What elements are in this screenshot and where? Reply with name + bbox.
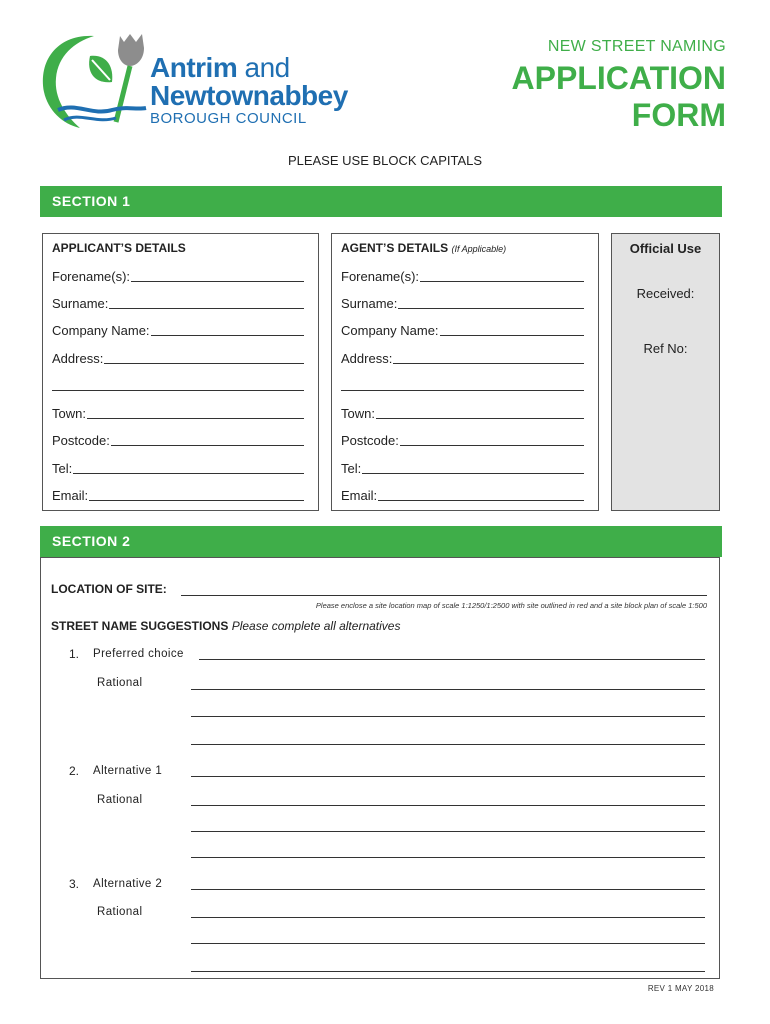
agent-address-field[interactable]: Address: bbox=[341, 350, 584, 366]
preferred-choice-field[interactable] bbox=[199, 659, 705, 660]
rational-2-line2[interactable] bbox=[191, 831, 705, 832]
rational-2-line1[interactable] bbox=[191, 805, 705, 806]
location-of-site-label: LOCATION OF SITE: bbox=[51, 582, 167, 596]
rational-2-label: Rational bbox=[97, 794, 143, 806]
agent-surname-field[interactable]: Surname: bbox=[341, 295, 584, 311]
official-ref-label: Ref No: bbox=[643, 341, 688, 356]
suggestion-1-number: 1. bbox=[69, 647, 80, 661]
applicant-details-title: APPLICANT’S DETAILS bbox=[52, 241, 186, 255]
agent-company-field[interactable]: Company Name: bbox=[341, 322, 584, 338]
street-name-box bbox=[40, 557, 720, 979]
leaf-logo-icon bbox=[36, 30, 156, 130]
logo-text-line1: Antrim and bbox=[150, 52, 290, 83]
preferred-choice-label: Preferred choice bbox=[93, 648, 184, 660]
rational-3-label: Rational bbox=[97, 906, 143, 918]
suggestion-3-number: 3. bbox=[69, 877, 80, 891]
applicant-town-field[interactable]: Town: bbox=[52, 405, 304, 421]
applicant-surname-field[interactable]: Surname: bbox=[52, 295, 304, 311]
applicant-address-line2-field[interactable] bbox=[52, 377, 304, 393]
applicant-details-box bbox=[42, 233, 319, 511]
agent-town-field[interactable]: Town: bbox=[341, 405, 584, 421]
alternative-1-field[interactable] bbox=[191, 776, 705, 777]
form-title-line1: APPLICATION bbox=[511, 60, 726, 96]
official-use-box bbox=[611, 233, 720, 511]
alternative-2-label: Alternative 2 bbox=[93, 878, 163, 890]
applicant-email-field[interactable]: Email: bbox=[52, 487, 304, 503]
location-map-note: Please enclose a site location map of scale 1:1250/1:2500 with site outlined in red and a site block plan of scale 1:500 bbox=[315, 601, 707, 610]
block-capitals-instruction: PLEASE USE BLOCK CAPITALS bbox=[287, 153, 483, 168]
applicant-company-field[interactable]: Company Name: bbox=[52, 322, 304, 338]
alternative-2-field[interactable] bbox=[191, 889, 705, 890]
official-received-label: Received: bbox=[636, 286, 695, 301]
rational-2-line3[interactable] bbox=[191, 857, 705, 858]
rational-1-line3[interactable] bbox=[191, 744, 705, 745]
logo-text-line3: BOROUGH COUNCIL bbox=[150, 110, 307, 127]
agent-address-line2-field[interactable] bbox=[341, 377, 584, 393]
alternative-1-label: Alternative 1 bbox=[93, 765, 163, 777]
official-use-title: Official Use bbox=[629, 241, 702, 256]
applicant-postcode-field[interactable]: Postcode: bbox=[52, 432, 304, 448]
rational-1-label: Rational bbox=[97, 677, 143, 689]
agent-tel-field[interactable]: Tel: bbox=[341, 460, 584, 476]
agent-details-title: AGENT’S DETAILS (If Applicable) bbox=[341, 241, 507, 255]
rational-3-line3[interactable] bbox=[191, 971, 705, 972]
council-logo bbox=[36, 30, 376, 130]
rational-3-line2[interactable] bbox=[191, 943, 705, 944]
rational-3-line1[interactable] bbox=[191, 917, 705, 918]
section-1-header: SECTION 1 bbox=[40, 186, 722, 217]
form-subtitle: NEW STREET NAMING bbox=[547, 38, 726, 55]
agent-details-box bbox=[331, 233, 599, 511]
rational-1-line1[interactable] bbox=[191, 689, 705, 690]
section-2-header: SECTION 2 bbox=[40, 526, 722, 557]
applicant-forename-field[interactable]: Forename(s): bbox=[52, 268, 304, 284]
applicant-address-field[interactable]: Address: bbox=[52, 350, 304, 366]
rational-1-line2[interactable] bbox=[191, 716, 705, 717]
agent-postcode-field[interactable]: Postcode: bbox=[341, 432, 584, 448]
applicant-tel-field[interactable]: Tel: bbox=[52, 460, 304, 476]
agent-email-field[interactable]: Email: bbox=[341, 487, 584, 503]
street-name-suggestions-label: STREET NAME SUGGESTIONS Please complete all alternatives bbox=[51, 619, 401, 633]
revision-note: REV 1 MAY 2018 bbox=[647, 984, 714, 993]
location-of-site-field[interactable] bbox=[181, 595, 707, 596]
form-title-line2: FORM bbox=[631, 97, 726, 133]
suggestion-2-number: 2. bbox=[69, 764, 80, 778]
agent-forename-field[interactable]: Forename(s): bbox=[341, 268, 584, 284]
logo-text-line2: Newtownabbey bbox=[150, 80, 348, 111]
